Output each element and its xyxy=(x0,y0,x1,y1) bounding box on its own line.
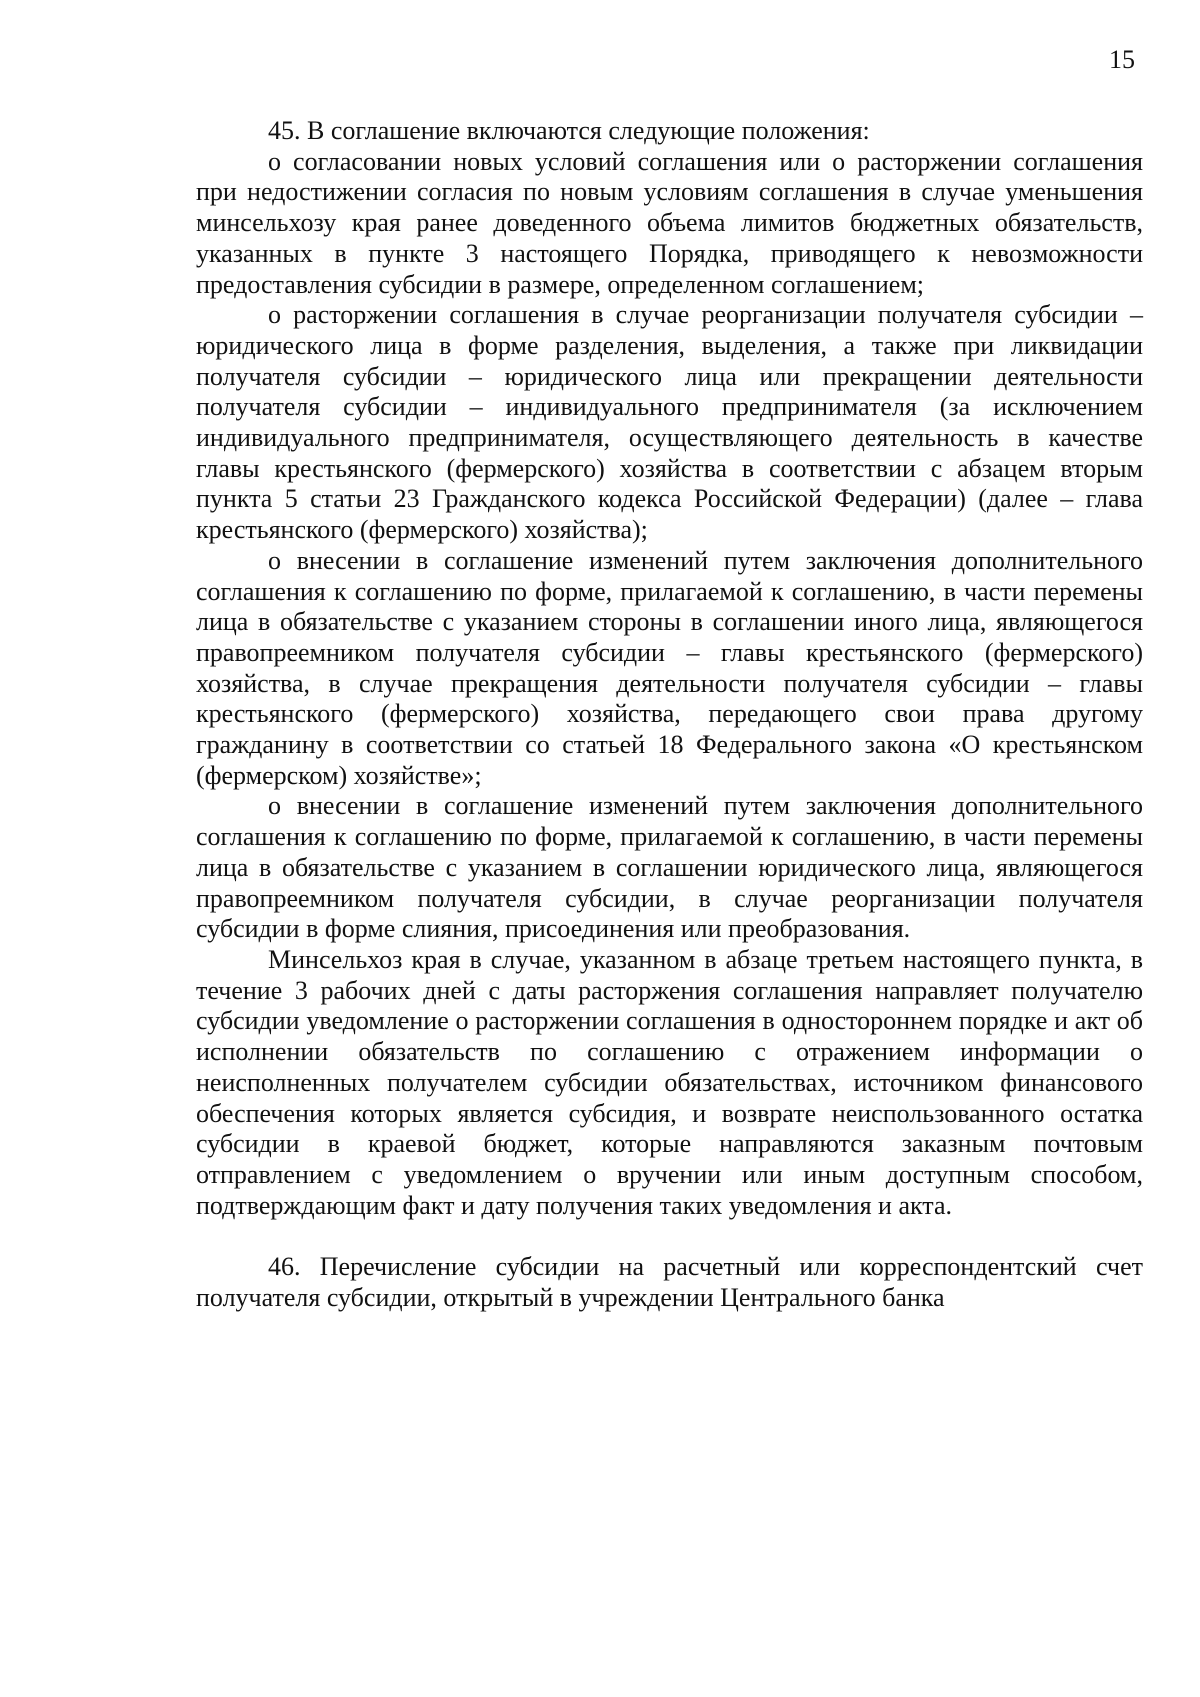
paragraph-amendment-farm-head: о внесении в соглашение изменений путем заключения дополнительного соглашения к соглашению по форме, прилагаемой к соглашению, в части перемены лица в обязательстве с указанием стороны в соглашении иного лица, являющегося правопреемником получателя субсидии – главы крестьянского (фермерского) хозяйства, в случае прекращения деятельности получателя субсидии – главы крестьянского (фермерского) хозяйства, передающего свои права другому гражданину в соответствии со статьей 18 Федерального закона «О крестьянском (фермерском) хозяйстве»; xyxy=(196,545,1143,790)
paragraph-46-heading: 46. Перечисление субсидии на расчетный или корреспондентский счет получателя субсидии, открытый в учреждении Центрального банка xyxy=(196,1252,1143,1313)
paragraph-new-conditions: о согласовании новых условий соглашения или о расторжении соглашения при недостижении согласия по новым условиям соглашения в случае уменьшения минсельхозу края ранее доведенного объема лимитов бюджетных обязательств, указанных в пункте 3 настоящего Порядка, приводящего к невозможности предоставления субсидии в размере, определенном соглашением; xyxy=(196,146,1143,299)
paragraph-termination-reorganization: о расторжении соглашения в случае реорганизации получателя субсидии – юридического лица в форме разделения, выделения, а также при ликвидации получателя субсидии – юридического лица или прекращении деятельности получателя субсидии – индивидуального предпринимателя (за исключением индивидуального предпринимателя, осуществляющего деятельность в качестве главы крестьянского (фермерского) хозяйства в соответствии с абзацем вторым пункта 5 статьи 23 Гражданского кодекса Российской Федерации) (далее – глава крестьянского (фермерского) хозяйства); xyxy=(196,300,1143,545)
paragraph-amendment-legal-successor: о внесении в соглашение изменений путем заключения дополнительного соглашения к соглашению по форме, прилагаемой к соглашению, в части перемены лица в обязательстве с указанием в соглашении юридического лица, являющегося правопреемником получателя субсидии, в случае реорганизации получателя субсидии в форме слияния, присоединения или преобразования. xyxy=(196,791,1143,944)
paragraph-45-heading: 45. В соглашение включаются следующие положения: xyxy=(268,116,870,145)
page-number: 15 xyxy=(1109,45,1135,74)
paragraph-ministry-notification: Минсельхоз края в случае, указанном в абзаце третьем настоящего пункта, в течение 3 рабочих дней с даты расторжения соглашения направляет получателю субсидии уведомление о расторжении соглашения в одностороннем порядке и акт об исполнении обязательств по соглашению с отражением информации о неисполненных получателем субсидии обязательствах, источником финансового обеспечения которых является субсидия, и возврате неиспользованного остатка субсидии в краевой бюджет, которые направляются заказным почтовым отправлением с уведомлением о вручении или иным доступным способом, подтверждающим факт и дату получения таких уведомления и акта. xyxy=(196,944,1143,1220)
document-body xyxy=(196,116,1143,1314)
